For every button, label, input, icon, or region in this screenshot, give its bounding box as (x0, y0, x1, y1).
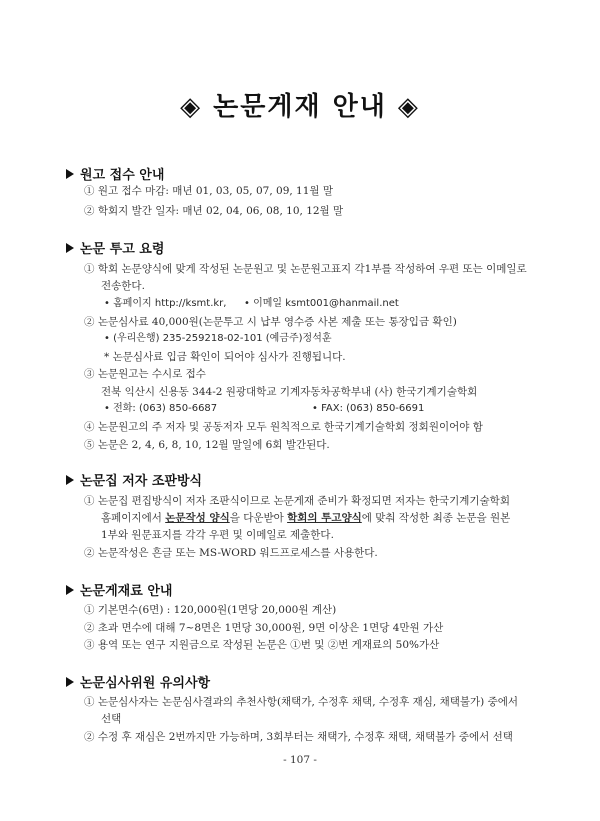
fee-item-3: ③ 용역 또는 연구 지원금으로 작성된 논문은 ①번 및 ②번 게재료의 50%가산 (84, 639, 440, 651)
triangle-bullet-icon (66, 677, 74, 687)
fee-note: * 논문심사료 입금 확인이 되어야 심사가 진행됩니다. (104, 351, 346, 363)
guideline-item-3: ③ 논문원고는 수시로 접수 (84, 368, 206, 380)
fax-number: • FAX: (063) 850-6691 (312, 403, 425, 414)
reviewer-item-2: ② 수정 후 재심은 2번까지만 가능하며, 3회부터는 채택가, 수정후 채택, 채택불가 중에서 선택 (84, 731, 513, 743)
page-number: - 107 - (283, 754, 317, 766)
section-heading-reviewer: 논문심사위원 유의사항 (66, 672, 210, 691)
section-heading-typesetting: 논문집 저자 조판방식 (66, 470, 202, 489)
typesetting-item-1: ① 논문집 편집방식이 저자 조판식이므로 논문게재 준비가 확정되면 저자는 한국기계기술학회 (84, 495, 510, 507)
phone-number: • 전화: (063) 850-6687 (104, 403, 218, 414)
typesetting-item-2: ② 논문작성은 흔글 또는 MS-WORD 워드프로세스를 사용한다. (84, 547, 378, 559)
homepage-url: • 홈페이지 http://ksmt.kr, (104, 298, 227, 309)
typesetting-item-1-cont2: 1부와 원문표지를 각각 우편 및 이메일로 제출한다. (101, 529, 334, 541)
guideline-item-1: ① 학회 논문양식에 맞게 작성된 논문원고 및 논문원고표지 각1부를 작성하여 우편 또는 이메일로 (84, 263, 527, 275)
typesetting-item-1-cont: 홈페이지에서 논문작성 양식을 다운받아 학회의 투고양식에 맞춰 작성한 최종 논문을 원본 (101, 512, 511, 524)
submission-deadline: ① 원고 접수 마감: 매년 01, 03, 05, 07, 09, 11월 말 (84, 185, 334, 197)
section-heading-fees: 논문게재료 안내 (66, 580, 172, 599)
guideline-item-4: ④ 논문원고의 주 저자 및 공동저자 모두 원칙적으로 한국기계기술학회 정회원이어야 함 (84, 421, 483, 433)
triangle-bullet-icon (66, 169, 74, 179)
submission-form-link[interactable]: 학회의 투고양식 (287, 512, 362, 524)
guideline-item-2: ② 논문심사료 40,000원(논문투고 시 납부 영수증 사본 제출 또는 통장입금 확인) (84, 316, 457, 328)
reviewer-item-1-cont: 선택 (101, 713, 122, 725)
page-title: ◈ 논문게재 안내 ◈ (180, 92, 420, 122)
fee-item-2: ② 초과 면수에 대해 7~8면은 1면당 30,000원, 9면 이상은 1면당 4만원 가산 (84, 622, 444, 634)
template-link[interactable]: 논문작성 양식 (165, 512, 230, 524)
guideline-item-1-cont: 전송한다. (101, 280, 145, 292)
email-address: • 이메일 ksmt001@hanmail.net (244, 298, 399, 309)
fee-item-1: ① 기본면수(6면) : 120,000원(1면당 20,000원 계산) (84, 604, 337, 616)
triangle-bullet-icon (66, 243, 74, 253)
triangle-bullet-icon (66, 475, 74, 485)
guideline-item-5: ⑤ 논문은 2, 4, 6, 8, 10, 12월 말일에 6회 발간된다. (84, 439, 330, 451)
publication-date: ② 학회지 발간 일자: 매년 02, 04, 06, 08, 10, 12월 말 (84, 205, 344, 217)
section-heading-guidelines: 논문 투고 요령 (66, 238, 164, 257)
bank-account: • (우리은행) 235-259218-02-101 (예금주)정석훈 (104, 333, 332, 344)
section-heading-submission: 원고 접수 안내 (66, 164, 164, 183)
reviewer-item-1: ① 논문심사자는 논문심사결과의 추천사항(채택가, 수정후 채택, 수정후 재심, 채택불가) 중에서 (84, 696, 519, 708)
triangle-bullet-icon (66, 585, 74, 595)
society-address: 전북 익산시 신용동 344-2 원광대학교 기계자동차공학부내 (사) 한국기계기술학회 (101, 386, 478, 398)
